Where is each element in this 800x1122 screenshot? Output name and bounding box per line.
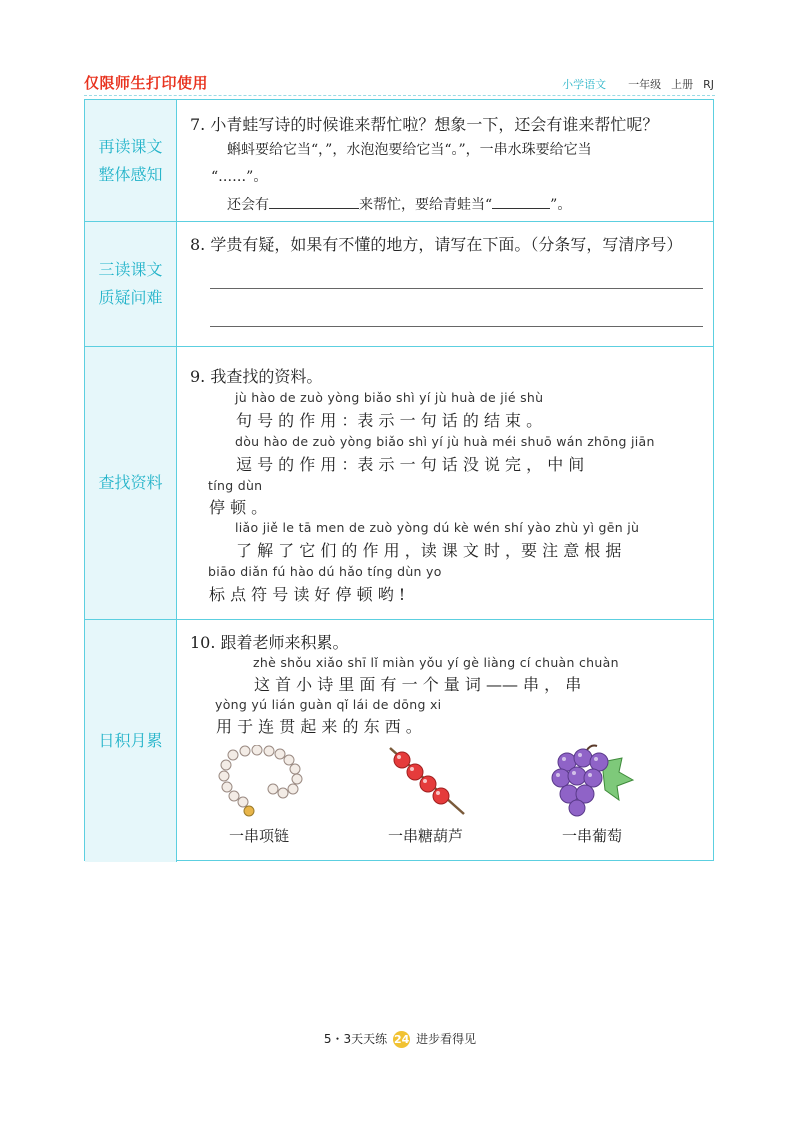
row-label: 日积月累 <box>85 620 177 862</box>
row-research <box>85 347 713 620</box>
hanzi-line: 这 首 小 诗 里 面 有 一 个 量 词 —— 串 ， 串 <box>254 675 582 694</box>
footer-slogan: 进步看得见 <box>416 1032 477 1046</box>
row-label: 三读课文 质疑问难 <box>85 222 177 346</box>
answer-blank-2[interactable] <box>492 207 550 209</box>
header-edition: RJ <box>703 78 714 91</box>
question-10: 10. 跟着老师来积累。 <box>190 633 349 652</box>
hanzi-line: 了 解 了 它 们 的 作 用 ，读 课 文 时 ，要 注 意 根 据 <box>236 541 622 560</box>
row-accumulate <box>85 620 713 862</box>
pinyin-line: liǎo jiě le tā men de zuò yòng dú kè wén shí yào zhù yì gēn jù <box>235 520 640 535</box>
q7-line2: “……”。 <box>211 169 268 185</box>
row-question <box>85 222 713 347</box>
caption-necklace: 一串项链 <box>229 827 290 845</box>
header-grade: 一年级 <box>628 78 662 91</box>
question-9: 9. 我查找的资料。 <box>190 367 323 386</box>
hanzi-line: 用 于 连 贯 起 来 的 东 西 。 <box>216 717 422 736</box>
pinyin-line: zhè shǒu xiǎo shī lǐ miàn yǒu yí gè liàng cí chuàn chuàn <box>253 655 619 670</box>
footer-brand: 5・3天天练 <box>323 1032 388 1046</box>
pinyin-line: dòu hào de zuò yòng biǎo shì yí jù huà méi shuō wán zhōng jiān <box>235 434 655 449</box>
header-left-notice: 仅限师生打印使用 <box>84 74 209 92</box>
question-8: 8. 学贵有疑，如果有不懂的地方，请写在下面。（分条写，写清序号） <box>190 235 683 254</box>
necklace-image <box>217 745 307 817</box>
pinyin-line: biāo diǎn fú hào dú hǎo tíng dùn yo <box>208 564 442 579</box>
pinyin-line: jù hào de zuò yòng biǎo shì yí jù huà de jié shù <box>235 390 544 405</box>
answer-blank-1[interactable] <box>269 207 359 209</box>
writing-line-1[interactable] <box>210 288 703 289</box>
header-divider <box>84 95 715 96</box>
header-right <box>562 76 714 92</box>
question-7: 7. 小青蛙写诗的时候谁来帮忙啦？想象一下，还会有谁来帮忙呢？ <box>190 115 659 134</box>
pinyin-line: yòng yú lián guàn qǐ lái de dōng xi <box>215 697 442 712</box>
pinyin-line: tíng dùn <box>208 478 263 493</box>
row-label: 查找资料 <box>85 347 177 619</box>
header-volume: 上册 <box>671 78 694 91</box>
tanghulu-image <box>382 740 472 820</box>
hanzi-line: 逗 号 的 作 用 ：表 示 一 句 话 没 说 完 ， 中 间 <box>236 455 585 474</box>
footer <box>0 1030 800 1048</box>
page-number: 24 <box>393 1033 410 1046</box>
row-label: 再读课文 整体感知 <box>85 100 177 221</box>
hanzi-line: 停 顿 。 <box>209 498 268 517</box>
writing-line-2[interactable] <box>210 326 703 327</box>
exercise-table <box>84 99 714 861</box>
row-reread <box>85 100 713 222</box>
caption-grapes: 一串葡萄 <box>562 827 623 845</box>
hanzi-line: 句 号 的 作 用 ：表 示 一 句 话 的 结 束 。 <box>236 411 543 430</box>
caption-tanghulu: 一串糖葫芦 <box>388 827 464 845</box>
q7-line3: 还会有 来帮忙，要给青蛙当“ ”。 <box>227 197 572 213</box>
hanzi-line: 标 点 符 号 读 好 停 顿 哟 ! <box>209 585 406 604</box>
header-subject: 小学语文 <box>562 78 607 91</box>
q7-line1: 蝌蚪要给它当“，”，水泡泡要给它当“。”，一串水珠要给它当 <box>227 142 592 158</box>
grapes-image <box>547 742 637 820</box>
